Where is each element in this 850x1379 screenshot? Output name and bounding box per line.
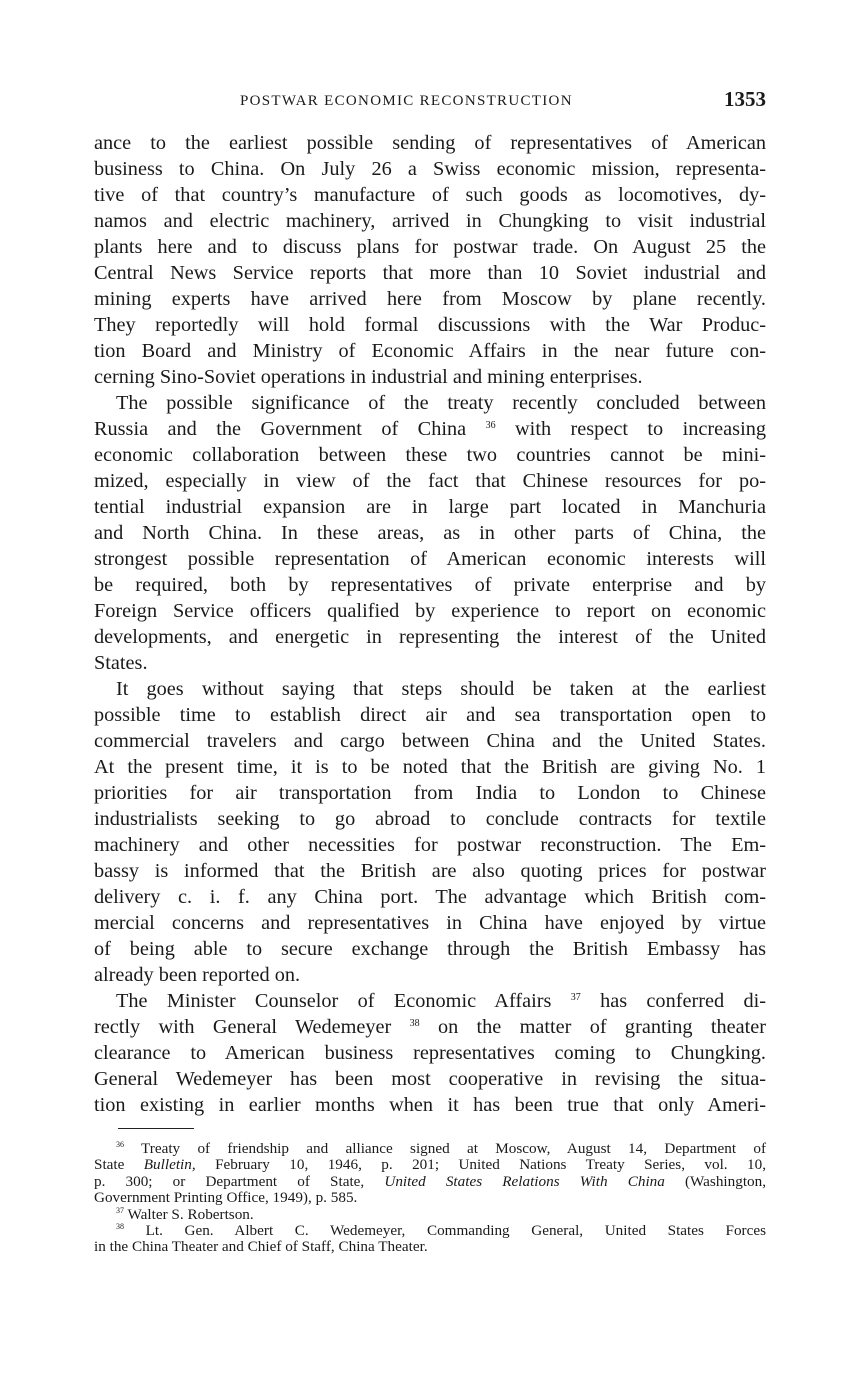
paragraph-1 [94,130,766,390]
text-line: developments, and energetic in representing the interest of the United [94,626,766,648]
footnote-36 [94,1141,766,1207]
text-line: General Wedemeyer has been most cooperative in revising the situa- [94,1068,766,1090]
text-line: The possible significance of the treaty recently concluded between [116,392,766,414]
text-line: Foreign Service officers qualified by experience to report on economic [94,600,766,622]
text-line: cerning Sino-Soviet operations in industrial and mining enterprises. [94,366,643,388]
footnote-text: (Washington, [685,1172,767,1190]
text-line-with-footnote [94,988,766,1014]
footnote-text: State [94,1156,125,1174]
footnote-38 [94,1223,766,1256]
text-line: They reportedly will hold formal discussions with the War Produc- [94,314,766,336]
book-title: United States Relations With China [384,1172,665,1190]
text-segment: has conferred di- [600,990,766,1012]
text-line: economic collaboration between these two countries cannot be mini- [94,444,766,466]
text-line: ance to the earliest possible sending of representatives of American [94,132,766,154]
body-text [94,130,766,1118]
paragraph-4 [94,988,766,1118]
footnote-line [94,1207,766,1223]
footnote-text: Walter S. Robertson. [127,1205,254,1223]
text-line: industrialists seeking to go abroad to conclude contracts for textile [94,808,766,830]
text-line: machinery and other necessities for postwar reconstruction. The Em- [94,834,766,856]
text-line: mized, especially in view of the fact that Chinese resources for po- [94,470,766,492]
text-line: business to China. On July 26 a Swiss economic mission, representa- [94,158,766,180]
footnote-number: 37 [116,1205,124,1215]
text-line-with-footnote [94,1014,766,1040]
text-line: plants here and to discuss plans for postwar trade. On August 25 the [94,236,766,258]
footnotes [94,1141,766,1256]
text-segment: rectly with General Wedemeyer [94,1016,392,1038]
text-line: mining experts have arrived here from Moscow by plane recently. [94,288,766,310]
footnote-ref-38: 38 [409,1018,420,1029]
text-line: already been reported on. [94,964,301,986]
footnote-line: Government Printing Office, 1949), p. 585. [94,1189,358,1207]
footnote-divider [118,1128,194,1129]
footnote-number: 38 [116,1222,124,1232]
footnote-number: 36 [116,1140,124,1149]
text-line: Central News Service reports that more than 10 Soviet industrial and [94,262,766,284]
footnote-text: February 10, 1946, p. 201; United Nations Treaty Series, vol. 10, [215,1156,766,1174]
footnote-line: in the China Theater and Chief of Staff, China Theater. [94,1238,428,1256]
footnote-line [94,1174,766,1190]
text-line: bassy is informed that the British are also quoting prices for postwar [94,860,766,882]
footnote-ref-36: 36 [485,420,496,431]
text-line: and North China. In these areas, as in other parts of China, the [94,522,766,544]
text-line: At the present time, it is to be noted that the British are giving No. 1 [94,756,766,778]
footnote-line [94,1141,766,1157]
text-line: namos and electric machinery, arrived in Chungking to visit industrial [94,210,766,232]
text-line: tive of that country’s manufacture of such goods as locomotives, dy- [94,184,766,206]
footnote-text: Treaty of friendship and alliance signed at Moscow, August 14, Department of [141,1140,766,1157]
text-line: mercial concerns and representatives in China have enjoyed by virtue [94,912,766,934]
text-line: possible time to establish direct air and sea transportation open to [94,704,766,726]
text-segment: The Minister Counselor of Economic Affairs [116,990,552,1012]
text-line: commercial travelers and cargo between China and the United States. [94,730,766,752]
text-line-with-footnote [94,416,766,442]
footnote-text: p. 300; or Department of State, [94,1172,365,1190]
text-line: of being able to secure exchange through the British Embassy has [94,938,766,960]
running-title: POSTWAR ECONOMIC RECONSTRUCTION [240,93,573,109]
text-segment: with respect to increasing [515,418,766,440]
text-line: tion existing in earlier months when it has been true that only Ameri- [94,1094,766,1116]
page-header [94,88,766,118]
footnote-text: Lt. Gen. Albert C. Wedemeyer, Commanding General, United States Forces [145,1222,767,1240]
text-line: States. [94,652,148,674]
page-number: 1353 [724,87,766,111]
paragraph-2 [94,390,766,676]
text-line: tion Board and Ministry of Economic Affairs in the near future con- [94,340,766,362]
text-line: tential industrial expansion are in large part located in Manchuria [94,496,766,518]
journal-title: Bulletin, [143,1156,196,1174]
text-segment: Russia and the Government of China [94,418,467,440]
text-line: clearance to American business representatives coming to Chungking. [94,1042,766,1064]
paragraph-3 [94,676,766,988]
text-segment: on the matter of granting theater [437,1016,766,1038]
text-line: be required, both by representatives of private enterprise and by [94,574,766,596]
text-line: delivery c. i. f. any China port. The advantage which British com- [94,886,766,908]
footnote-ref-37: 37 [570,992,581,1003]
text-line: priorities for air transportation from India to London to Chinese [94,782,766,804]
footnote-37 [94,1207,766,1223]
text-line: It goes without saying that steps should be taken at the earliest [116,678,766,700]
text-line: strongest possible representation of American economic interests will [94,548,766,570]
footnote-line [94,1157,766,1173]
footnote-line [94,1223,766,1239]
